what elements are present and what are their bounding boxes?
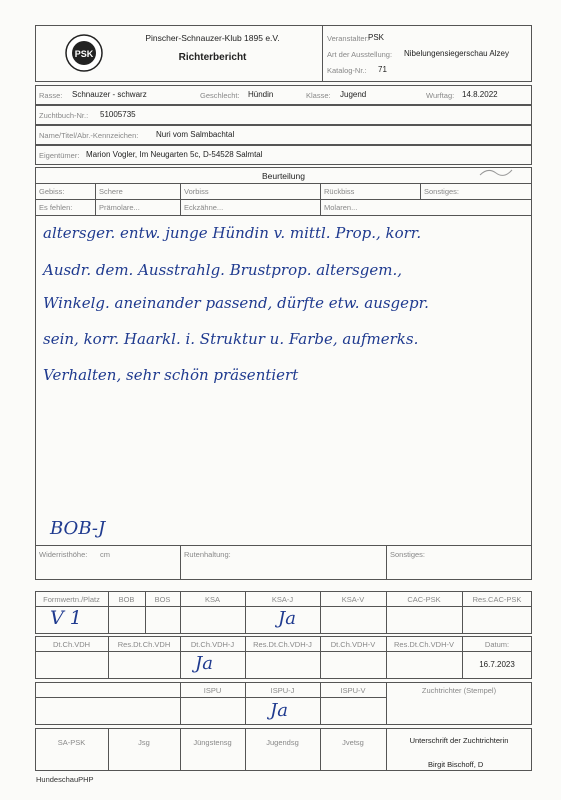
dog-name-value: Nuri vom Salmbachtal xyxy=(156,130,235,139)
withers-unit: cm xyxy=(100,550,110,559)
res-dtch-v-header: Res.Dt.Ch.VDH-V xyxy=(393,640,454,649)
show-type-label: Art der Ausstellung: xyxy=(327,50,393,59)
award-bos-header: BOS xyxy=(154,595,171,604)
dtch-header: Dt.Ch.VDH xyxy=(52,640,91,649)
ksaj-value: Ja xyxy=(278,608,296,629)
teeth-other: Sonstiges: xyxy=(424,187,460,196)
judge-name: Birgit Bischoff, D xyxy=(428,760,484,769)
signature-mark xyxy=(478,165,518,179)
bob-j-note: BOB-J xyxy=(50,518,106,539)
club-name: Pinscher-Schnauzer-Klub 1895 e.V. xyxy=(145,33,280,43)
class-label: Klasse: xyxy=(306,91,331,100)
assessment-title: Beurteilung xyxy=(261,171,305,181)
footer-software: HundeschauPHP xyxy=(36,775,94,784)
assessment-line-5: Verhalten, sehr schön präsentiert xyxy=(43,366,299,384)
stud-label: Zuchtbuch-Nr.: xyxy=(39,111,89,120)
award-ksa-header: KSA xyxy=(204,595,220,604)
ispu-v-header: ISPU-V xyxy=(340,686,366,695)
organizer-label: Veranstalter: xyxy=(327,34,370,43)
award-formwert-header: Formwertn./Platz xyxy=(43,595,100,604)
owner-label: Eigentümer: xyxy=(39,151,80,160)
dtch-j-value: Ja xyxy=(195,653,213,674)
missing-canines: Eckzähne... xyxy=(184,203,224,212)
breed-value: Schnauzer - schwarz xyxy=(72,90,147,99)
whelped-value: 14.8.2022 xyxy=(462,90,498,99)
svg-text:PSK: PSK xyxy=(74,49,94,59)
teeth-label: Gebiss: xyxy=(39,187,65,196)
catalog-label: Katalog-Nr.: xyxy=(327,66,367,75)
other-label: Sonstiges: xyxy=(390,550,426,559)
class-value: Jugend xyxy=(340,90,367,99)
jvetsg-header: Jvetsg xyxy=(342,738,364,747)
award-ksav-header: KSA-V xyxy=(341,595,365,604)
club-logo xyxy=(65,34,103,72)
page-title: Richterbericht xyxy=(178,52,247,63)
res-dtch-header: Res.Dt.Ch.VDH xyxy=(117,640,171,649)
sex-label: Geschlecht: xyxy=(200,91,240,100)
date-label: Datum: xyxy=(484,640,510,649)
jsg-header: Jsg xyxy=(138,738,150,747)
award-bob-header: BOB xyxy=(118,595,135,604)
breed-label: Rasse: xyxy=(39,91,63,100)
signature-label: Unterschrift der Zuchtrichterin xyxy=(409,736,509,745)
posture-label: Rutenhaltung: xyxy=(184,550,231,559)
assessment-line-1: altersger. entw. junge Hündin v. mittl. Prop., korr. xyxy=(43,224,422,242)
sa-psk-header: SA-PSK xyxy=(57,738,86,747)
stud-value: 51005735 xyxy=(100,110,136,119)
res-dtch-j-header: Res.Dt.Ch.VDH-J xyxy=(253,640,312,649)
award-rescac-header: Res.CAC-PSK xyxy=(472,595,522,604)
show-type-value: Nibelungensiegerschau Alzey xyxy=(404,49,509,58)
ispu-j-value: Ja xyxy=(270,700,288,721)
missing-premolars: Prämolare... xyxy=(99,203,140,212)
ispu-j-header: ISPU-J xyxy=(270,686,295,695)
organizer-value: PSK xyxy=(368,33,385,42)
teeth-overbite: Vorbiss xyxy=(184,187,209,196)
ispu-header: ISPU xyxy=(203,686,222,695)
missing-molars: Molaren... xyxy=(324,203,358,212)
whelped-label: Wurftag: xyxy=(426,91,455,100)
owner-value: Marion Vogler, Im Neugarten 5c, D-54528 Salmtal xyxy=(86,150,263,159)
award-cac-header: CAC-PSK xyxy=(407,595,441,604)
dtch-j-header: Dt.Ch.VDH-J xyxy=(190,640,235,649)
teeth-underbite: Rückbiss xyxy=(324,187,355,196)
name-label: Name/Titel/Abr.-Kennzeichen: xyxy=(39,131,139,140)
missing-label: Es fehlen: xyxy=(39,203,73,212)
award-ksaj-header: KSA-J xyxy=(271,595,294,604)
dtch-v-header: Dt.Ch.VDH-V xyxy=(330,640,376,649)
assessment-line-2: Ausdr. dem. Ausstrahlg. Brustprop. altersgem., xyxy=(43,261,402,279)
withers-label: Widerristhöhe: xyxy=(39,550,88,559)
judge-stamp-label: Zuchtrichter (Stempel) xyxy=(421,686,497,695)
catalog-value: 71 xyxy=(378,65,387,74)
date-value: 16.7.2023 xyxy=(479,660,515,669)
assessment-line-3: Winkelg. aneinander passend, dürfte etw. ausgepr. xyxy=(43,294,429,312)
place-value: V 1 xyxy=(50,607,82,629)
juengstensg-header: Jüngstensg xyxy=(193,738,232,747)
jugendsg-header: Jugendsg xyxy=(266,738,299,747)
sex-value: Hündin xyxy=(248,90,274,99)
assessment-line-4: sein, korr. Haarkl. i. Struktur u. Farbe, aufmerks. xyxy=(43,330,419,348)
teeth-scissor: Schere xyxy=(99,187,123,196)
